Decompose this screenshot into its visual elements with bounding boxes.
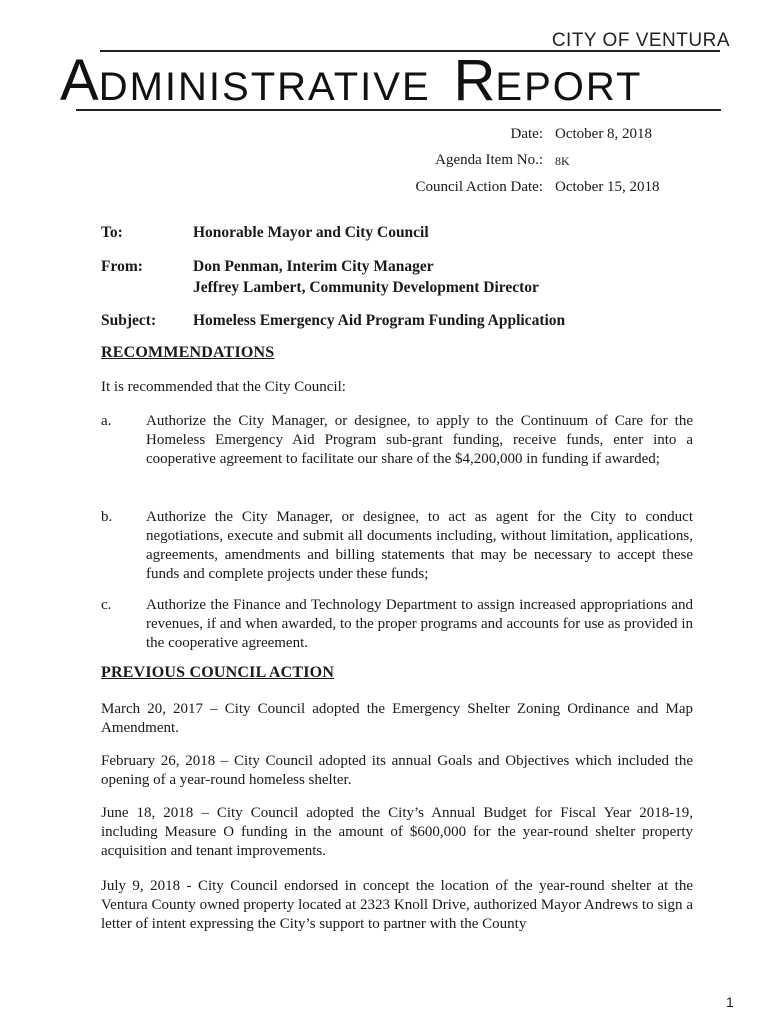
recommendation-c-text: Authorize the Finance and Technology Department to assign increased appropriations and revenues, if and when awarded, to the proper programs and accounts for use as provided in the cooperative agreement. xyxy=(146,597,693,651)
title-initial-a: A xyxy=(60,48,99,113)
previous-council-action-heading: PREVIOUS COUNCIL ACTION xyxy=(101,664,335,681)
council-action-date-value: October 15, 2018 xyxy=(555,179,660,195)
council-action-date-label: Council Action Date: xyxy=(415,179,543,195)
subject-value: Homeless Emergency Aid Program Funding Application xyxy=(193,312,566,329)
to-label: To: xyxy=(101,224,123,241)
masthead-bottom-rule xyxy=(76,109,721,111)
previous-action-paragraph: July 9, 2018 - City Council endorsed in concept the location of the year-round shelter at the Ventura County owned property located at 2323 Knoll Drive, authorized Mayor Andrews to sign a letter of intent expressing the City’s support to partner with the County xyxy=(101,878,693,932)
recommendation-a-text: Authorize the City Manager, or designee, to apply to the Continuum of Care for the Homeless Emergency Aid Program sub-grant funding, receive funds, enter into a cooperative agreement to facilitate our share of the $4,200,000 in funding if awarded; xyxy=(146,413,693,467)
to-value: Honorable Mayor and City Council xyxy=(193,224,429,241)
title-initial-r: R xyxy=(453,48,496,113)
from-line-2: Jeffrey Lambert, Community Development Director xyxy=(193,279,539,296)
date-label: Date: xyxy=(510,126,543,142)
date-value: October 8, 2018 xyxy=(555,126,653,142)
city-name: CITY OF VENTURA xyxy=(551,30,730,51)
from-label: From: xyxy=(101,258,143,275)
title-word-report: EPORT xyxy=(495,65,643,109)
subject-label: Subject: xyxy=(101,312,157,329)
recommendation-b-text: Authorize the City Manager, or designee, to act as agent for the City to conduct negotiations, execute and submit all documents including, without limitation, applications, agreements, amendments and billing statements that may be necessary to accept these funds and complete projects under these funds; xyxy=(146,509,693,582)
previous-action-paragraph: June 18, 2018 – City Council adopted the City’s Annual Budget for Fiscal Year 2018-19, including Measure O funding in the amount of $600,000 for the year-round shelter property acquisition and tenant improvements. xyxy=(101,805,693,859)
recommendations-heading: RECOMMENDATIONS xyxy=(101,344,275,361)
recommendation-b-letter: b. xyxy=(101,509,113,525)
agenda-item-label: Agenda Item No.: xyxy=(435,152,543,168)
from-line-1: Don Penman, Interim City Manager xyxy=(193,258,434,275)
recommendation-a-letter: a. xyxy=(101,413,112,429)
previous-action-paragraph: February 26, 2018 – City Council adopted its annual Goals and Objectives which included the opening of a year-round homeless shelter. xyxy=(101,753,693,788)
agenda-item-value: 8K xyxy=(555,154,570,168)
page-number: 1 xyxy=(726,994,734,1010)
recommendation-c-letter: c. xyxy=(101,597,112,613)
previous-action-paragraph: March 20, 2017 – City Council adopted the Emergency Shelter Zoning Ordinance and Map Amendment. xyxy=(101,701,693,736)
recommendations-intro: It is recommended that the City Council: xyxy=(101,379,346,395)
report-title xyxy=(60,48,730,113)
title-word-administrative: DMINISTRATIVE xyxy=(98,65,431,109)
